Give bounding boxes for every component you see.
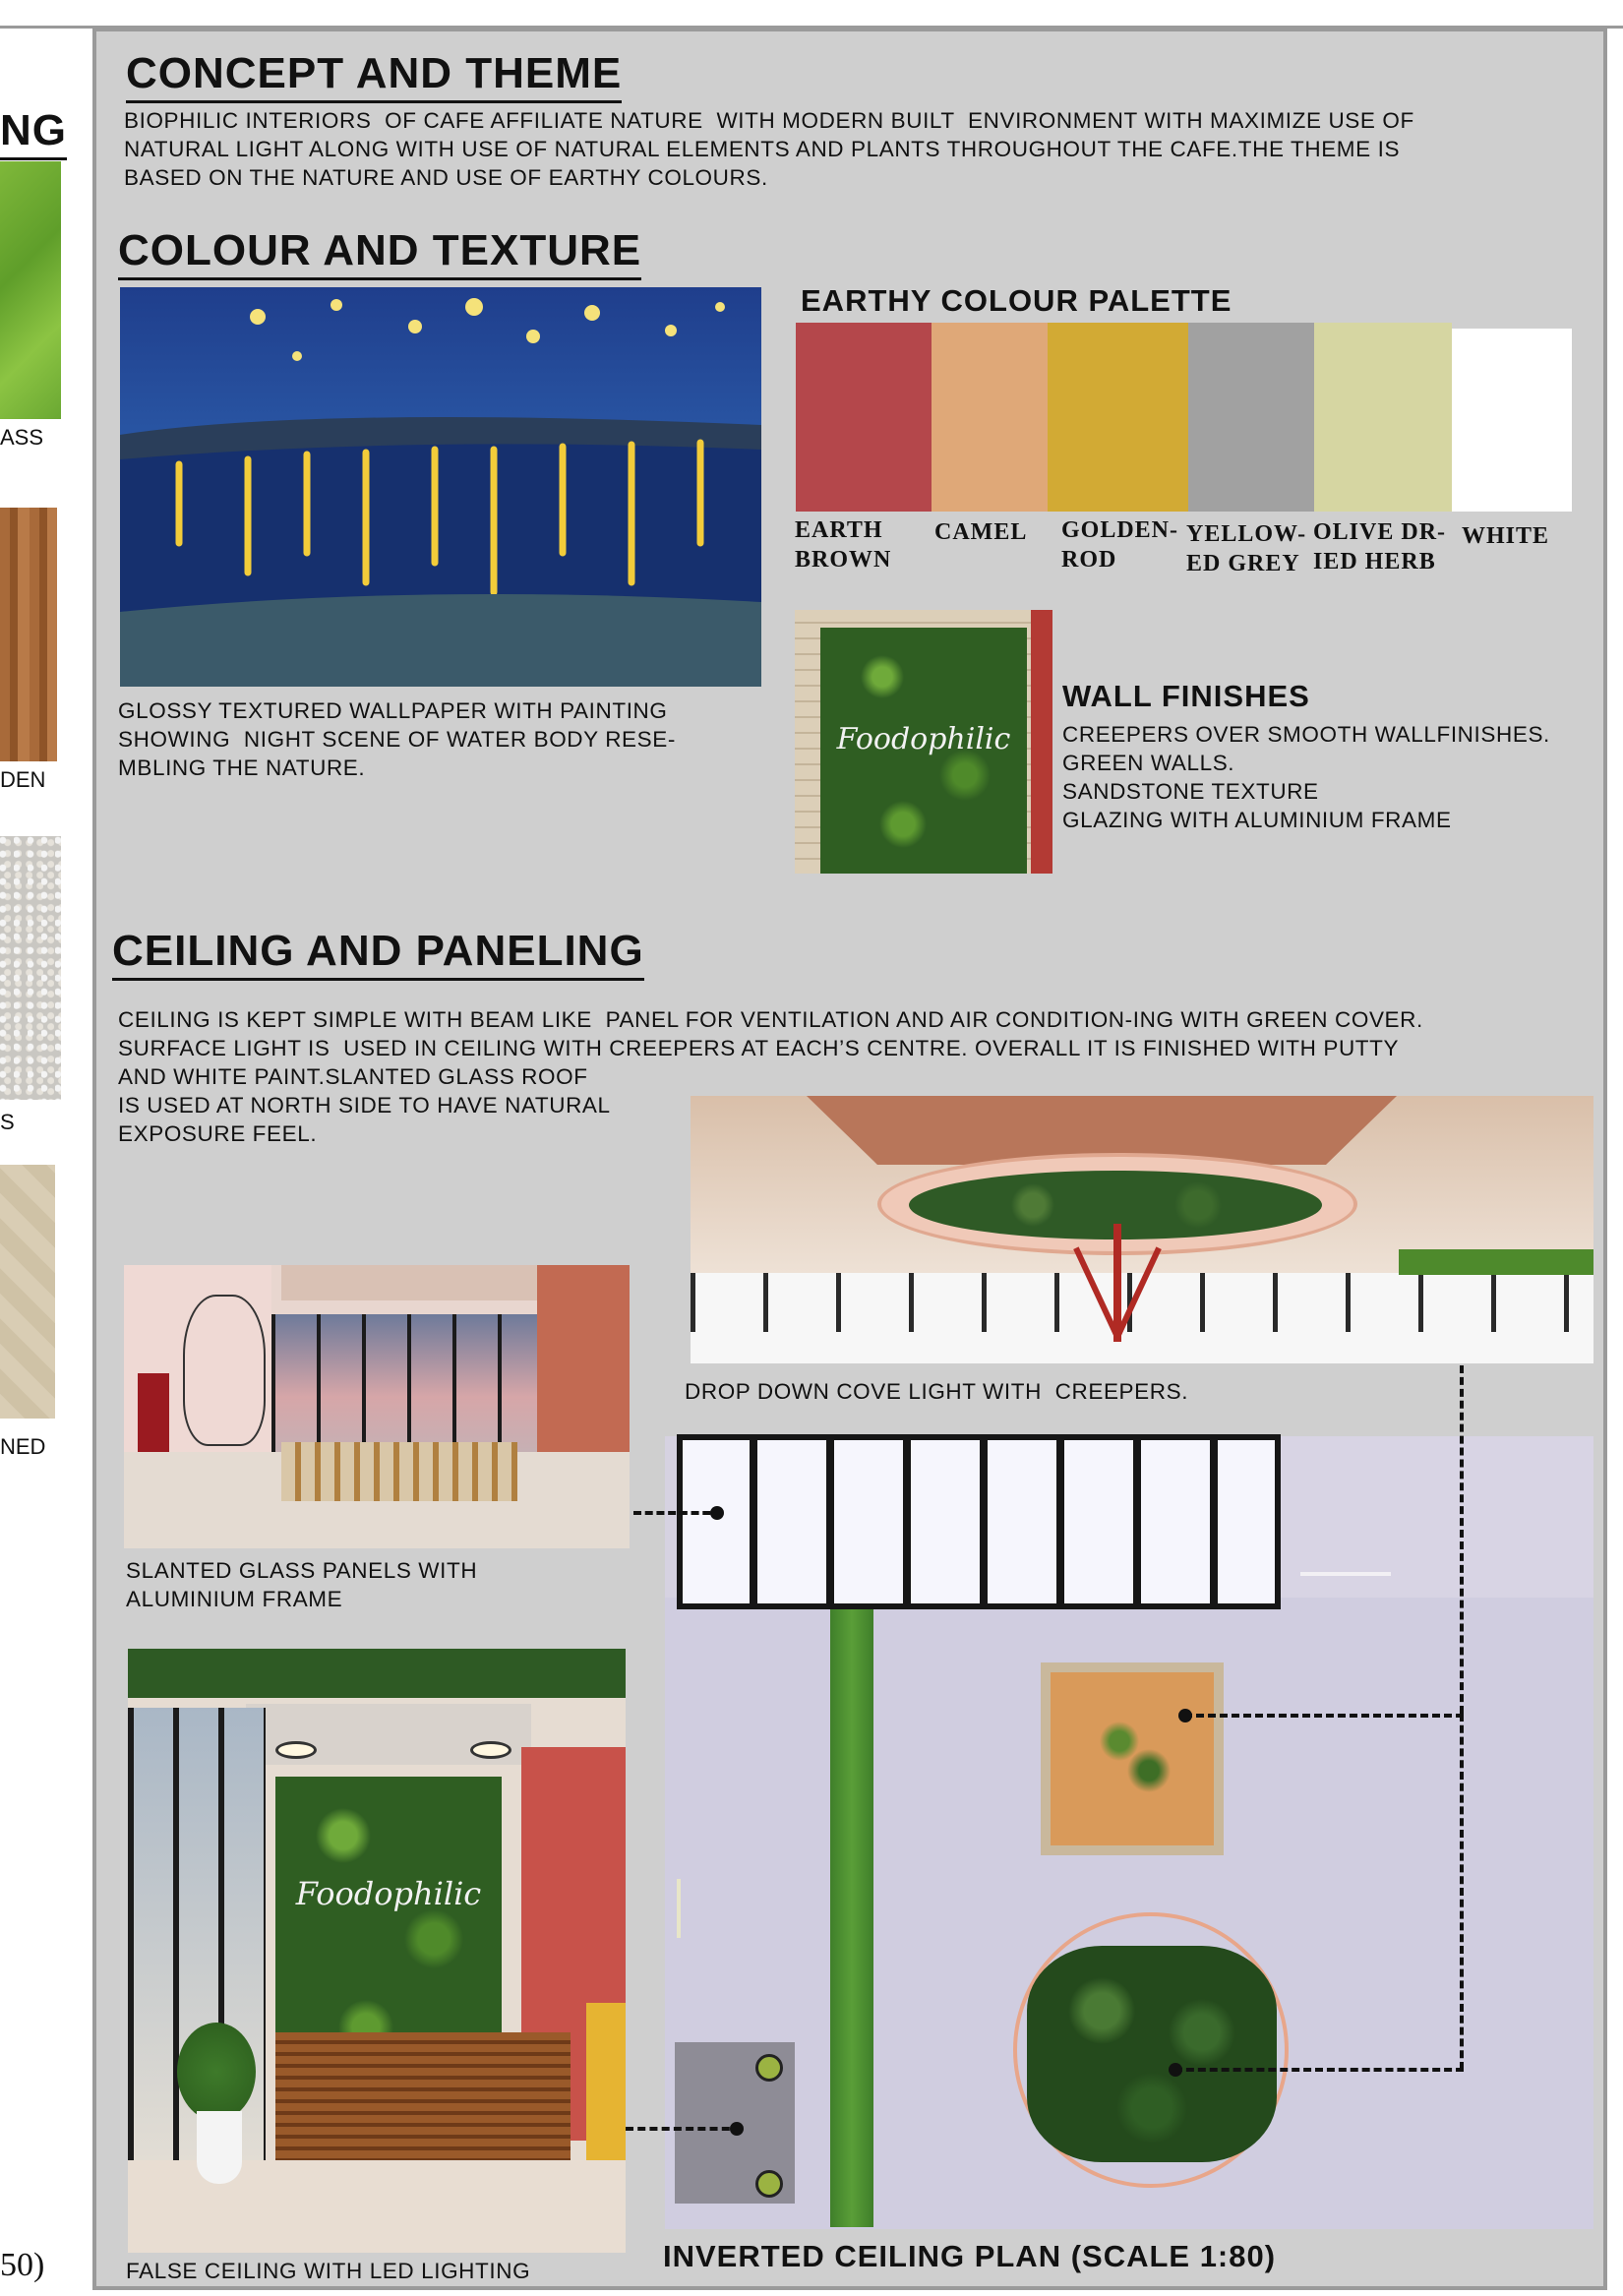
ceiling-text-narrow: IS USED AT NORTH SIDE TO HAVE NATURAL EXPOSURE FEEL. (118, 1093, 611, 1146)
leader-false-ceiling (626, 2127, 742, 2131)
grass-texture (0, 161, 61, 419)
left-label-pebbles: S (0, 1110, 15, 1134)
slanted-glass-render (124, 1265, 630, 1548)
swatch-white (1452, 329, 1572, 512)
green-beam (830, 1605, 873, 2227)
swatch-yellowed-grey (1188, 323, 1314, 512)
counter-sign-text: Foodophilic (295, 1875, 482, 1912)
ceiling-text-wide: CEILING IS KEPT SIMPLE WITH BEAM LIKE PANEL FOR VENTILATION AND AIR CONDITION-ING WITH GREEN COVER. SURFACE LIGHT IS USED IN CEILING WITH CREEPERS AT EACH’S CENTRE. OVERALL IT IS FINISHED WITH PUTTY AND WHITE PAINT.SLANTED GLASS ROOF (118, 1007, 1423, 1089)
ceiling-heading: CEILING AND PANELING (112, 927, 644, 981)
left-heading-fragment: NG (0, 106, 67, 160)
wallpaper-caption: GLOSSY TEXTURED WALLPAPER WITH PAINTING SHOWING NIGHT SCENE OF WATER BODY RESE- MBLING THE NATURE. (118, 698, 676, 780)
glass-panel-strip (677, 1434, 1281, 1609)
leader-dot-false-ceiling (730, 2122, 744, 2136)
colour-heading: COLOUR AND TEXTURE (118, 226, 641, 280)
concept-heading: CONCEPT AND THEME (126, 49, 622, 103)
leader-circle-panel (1174, 2068, 1464, 2072)
swatch-label-yellowed-grey: YELLOW- ED GREY (1186, 521, 1307, 576)
left-label-tile: NED (0, 1434, 46, 1459)
leader-cove-vertical (1460, 1365, 1464, 1714)
cove-light-render (691, 1096, 1593, 1363)
swatch-olive-dried-herb (1314, 323, 1452, 512)
swatch-camel (932, 323, 1048, 512)
swatch-earth-brown (796, 323, 932, 512)
leader-dot-square-panel (1178, 1709, 1192, 1722)
left-label-grass: ASS (0, 425, 44, 450)
leader-slanted-glass (633, 1511, 722, 1515)
left-label-wooden: DEN (0, 767, 46, 792)
pebble-texture (0, 836, 61, 1100)
wall-sign-text: Foodophilic (836, 722, 1011, 756)
swatch-goldenrod (1048, 323, 1188, 512)
left-scale-fragment: 50) (0, 2247, 45, 2283)
wood-texture (0, 508, 57, 761)
wall-heading: WALL FINISHES (1062, 679, 1310, 713)
leader-dot-circle-panel (1169, 2063, 1182, 2077)
false-ceiling-caption: FALSE CEILING WITH LED LIGHTING (126, 2259, 531, 2283)
leader-dot-slanted-glass (710, 1506, 724, 1520)
wall-text: CREEPERS OVER SMOOTH WALLFINISHES. GREEN WALLS. SANDSTONE TEXTURE GLAZING WITH ALUMINIUM FRAME (1062, 722, 1550, 832)
concept-text: BIOPHILIC INTERIORS OF CAFE AFFILIATE NATURE WITH MODERN BUILT ENVIRONMENT WITH MAXIMIZE USE OF NATURAL LIGHT ALONG WITH USE OF NATURAL ELEMENTS AND PLANTS THROUGHOUT THE CAFE.THE THEME IS BASED ON THE NATURE AND USE OF EARTHY COLOURS. (124, 108, 1414, 190)
palette-heading: EARTHY COLOUR PALETTE (801, 283, 1232, 318)
circular-creeper-panel (1013, 1912, 1289, 2188)
swatch-label-earth-brown: EARTH BROWN (795, 517, 892, 573)
swatch-label-olive-dried-herb: OLIVE DR- IED HERB (1313, 519, 1447, 574)
tile-texture (0, 1165, 55, 1419)
plan-title: INVERTED CEILING PLAN (SCALE 1:80) (663, 2239, 1277, 2273)
false-ceiling-render (128, 1649, 626, 2253)
swatch-label-goldenrod: GOLDEN- ROD (1061, 517, 1179, 573)
leader-circle-vertical (1460, 1714, 1464, 2070)
cove-caption: DROP DOWN COVE LIGHT WITH CREEPERS. (685, 1379, 1189, 1404)
green-wall-image (795, 610, 1052, 874)
slanted-caption: SLANTED GLASS PANELS WITH ALUMINIUM FRAME (126, 1558, 478, 1611)
swatch-label-white: WHITE (1462, 523, 1550, 549)
swatch-label-camel: CAMEL (934, 519, 1028, 545)
starry-night-wallpaper (120, 287, 761, 687)
square-creeper-panel (1041, 1662, 1224, 1855)
leader-square-panel (1184, 1714, 1464, 1718)
